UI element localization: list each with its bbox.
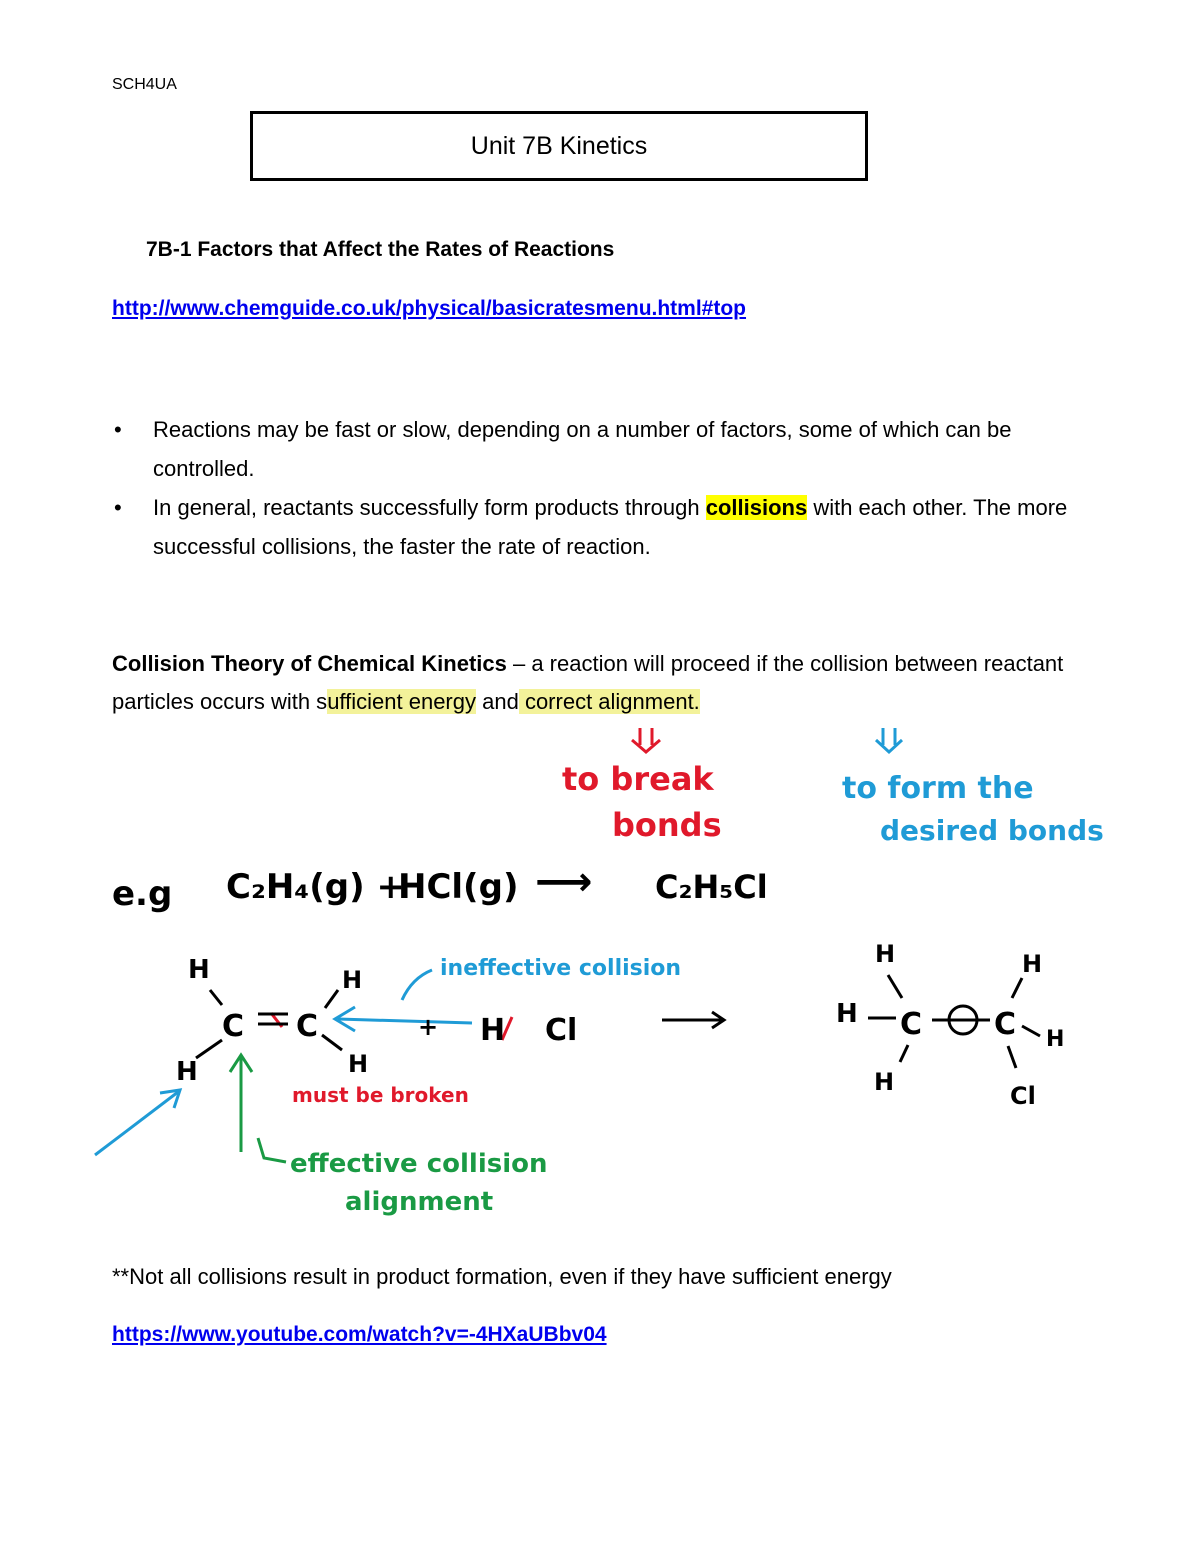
- atom-h: H: [1022, 950, 1043, 978]
- blue-arrow-line: [338, 1019, 472, 1023]
- atom-h: H: [874, 1068, 895, 1096]
- reaction-arrow-icon: ⟶: [535, 859, 593, 905]
- note-text: **Not all collisions result in product formation, even if they have sufficient energy: [112, 1264, 892, 1289]
- bond-line: [1012, 978, 1022, 998]
- to-form-text: to form the: [842, 771, 1034, 806]
- atom-h: H: [1046, 1027, 1065, 1052]
- atom-h: H: [875, 940, 896, 968]
- bond-line: [1022, 1026, 1040, 1036]
- atom-h: H: [836, 999, 858, 1029]
- page-title: Unit 7B Kinetics: [470, 131, 648, 160]
- plus-sign: +: [418, 1013, 439, 1041]
- definition-text: – a reaction will proceed if the collision between reactant particles occurs with s: [112, 651, 1064, 714]
- must-be-broken-text: must be broken: [292, 1083, 469, 1107]
- atom-c: C: [222, 1009, 245, 1044]
- product-text: C₂H₅Cl: [655, 868, 768, 906]
- atom-c: C: [994, 1007, 1017, 1042]
- bond-line: [196, 1040, 222, 1058]
- atom-h: H: [480, 1013, 506, 1048]
- bullet-dot-icon: •: [114, 495, 122, 520]
- to-break-text: to break: [562, 760, 714, 798]
- collisions-highlight: collisions: [705, 495, 808, 520]
- alignment-text: alignment: [345, 1187, 494, 1217]
- bond-line: [322, 1035, 342, 1050]
- atom-h: H: [188, 955, 210, 985]
- eg-text: e.g: [112, 874, 173, 914]
- definition-term: Collision Theory of Chemical Kinetics: [112, 651, 507, 676]
- atom-c: C: [900, 1007, 923, 1042]
- atom-cl: Cl: [545, 1013, 578, 1048]
- double-bond-line: [258, 1014, 288, 1024]
- bond-line: [888, 975, 902, 998]
- bullet-text-before: In general, reactants successfully form products through: [153, 495, 706, 520]
- atom-h: H: [348, 1050, 369, 1078]
- red-double-arrow-icon: [632, 728, 660, 752]
- blue-arrow-line: [95, 1092, 178, 1155]
- atom-h: H: [176, 1057, 198, 1087]
- effective-collision-text: effective collision: [290, 1149, 548, 1179]
- bonds-text: bonds: [612, 806, 722, 844]
- bullet-text-after: with each other. The more successful collisions, the faster the rate of reaction.: [153, 495, 1068, 559]
- reactant1-text: C₂H₄(g) +: [226, 867, 405, 907]
- section-heading: 7B-1 Factors that Affect the Rates of Reactions: [146, 238, 615, 261]
- bullet-dot-icon: •: [114, 417, 122, 442]
- blue-curve: [402, 970, 432, 1000]
- atom-h: H: [342, 966, 363, 994]
- alignment-highlight: correct alignment.: [518, 689, 700, 714]
- desired-bonds-text: desired bonds: [880, 814, 1104, 847]
- ineffective-collision-text: ineffective collision: [440, 956, 682, 981]
- reactant2-text: HCl(g): [398, 867, 519, 907]
- atom-cl: Cl: [1010, 1082, 1036, 1110]
- definition-middle: and: [476, 689, 519, 714]
- youtube-link[interactable]: https://www.youtube.com/watch?v=-4HXaUBbv04: [112, 1323, 607, 1346]
- energy-highlight: ufficient energy: [327, 689, 476, 714]
- green-hook: [258, 1138, 286, 1162]
- blue-double-arrow-icon: [876, 728, 902, 752]
- bond-line: [900, 1045, 908, 1062]
- bullet-text: Reactions may be fast or slow, depending on a number of factors, some of which can be controlled.: [153, 417, 1012, 481]
- bond-line: [210, 990, 222, 1005]
- bond-line: [1008, 1046, 1016, 1068]
- course-code: SCH4UA: [112, 76, 177, 93]
- bond-line: [325, 990, 338, 1008]
- chemguide-link[interactable]: http://www.chemguide.co.uk/physical/basicratesmenu.html#top: [112, 297, 747, 320]
- atom-c: C: [296, 1009, 319, 1044]
